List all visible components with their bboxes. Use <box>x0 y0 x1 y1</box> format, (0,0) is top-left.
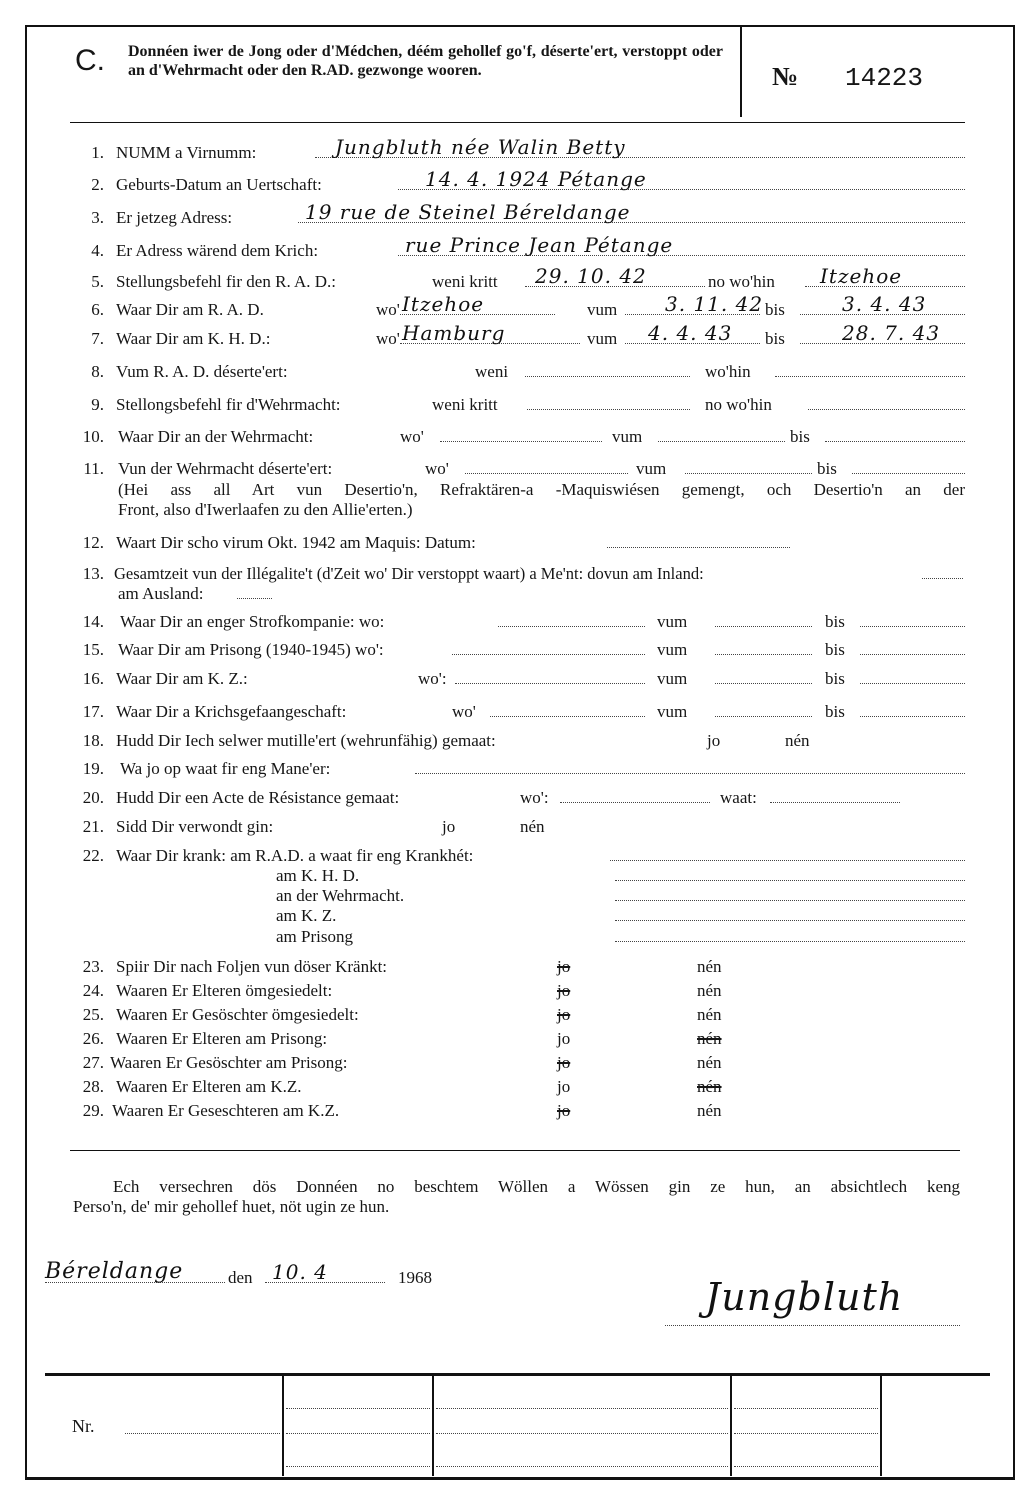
row-4 <box>0 233 1023 262</box>
when-label: weni <box>475 362 509 381</box>
vum-value: 4. 4. 43 <box>648 321 733 345</box>
field-label: Er Adress wärend dem Krich: <box>116 241 319 260</box>
row-14 <box>0 611 1023 633</box>
section-letter: C. <box>75 44 105 77</box>
sub-label: an der Wehrmacht. <box>276 886 405 905</box>
bis-label: bis <box>825 702 845 721</box>
footer-col-divider <box>880 1376 882 1476</box>
declaration-line: Perso'n, de' mir gehollef huet, nöt ugin ze hun. <box>73 1197 390 1216</box>
nr-field[interactable] <box>125 1418 280 1434</box>
vum-field[interactable] <box>685 458 812 474</box>
row-number: 16. <box>82 669 104 688</box>
row-11-note <box>118 480 965 520</box>
field-label: Waar Dir an enger Strofkompanie: wo: <box>120 612 385 631</box>
row-22-sub <box>0 905 1023 927</box>
jo-option[interactable]: jo <box>557 1053 571 1072</box>
row-number: 8. <box>91 362 104 381</box>
row-22-sub <box>0 926 1023 948</box>
field-label: Waar Dir am R. A. D. <box>116 300 264 319</box>
vum-label: vum <box>657 612 688 631</box>
bis-label: bis <box>765 329 785 348</box>
header-divider <box>70 122 965 123</box>
row-5 <box>0 264 1023 293</box>
declaration-line: Ech versechren dös Donnéen no beschtem Wöllen a Wössen gin ze hun, an absichtlech keng <box>113 1177 960 1196</box>
border-top <box>25 25 1015 27</box>
row-21 <box>0 816 1023 838</box>
row-number: 29. <box>82 1101 104 1120</box>
field-label: Waaren Er Gesöschter ömgesiedelt: <box>116 1005 359 1024</box>
waat-label: waat: <box>720 788 757 807</box>
row-number: 26. <box>82 1029 104 1048</box>
jo-option[interactable]: jo <box>557 981 571 1000</box>
jo-option[interactable]: jo <box>557 1029 571 1048</box>
nen-option[interactable]: nén <box>697 1005 722 1024</box>
illness-field[interactable] <box>610 845 965 861</box>
row-number: 28. <box>82 1077 104 1096</box>
footer-cell-field[interactable] <box>286 1418 430 1434</box>
row-number: 11. <box>83 459 104 478</box>
row-12 <box>0 532 1023 554</box>
field-label: Geburts-Datum an Uertschaft: <box>116 175 322 194</box>
where-label: no wo'hin <box>705 395 772 414</box>
field-label: Spiir Dir nach Foljen vun döser Kränkt: <box>116 957 388 976</box>
jo-option[interactable]: jo <box>442 817 456 836</box>
wo-value: Itzehoe <box>402 292 485 316</box>
row-number: 2. <box>91 175 104 194</box>
footer-cell-field[interactable] <box>436 1393 728 1409</box>
footer-rule <box>45 1373 990 1376</box>
wo-label: wo' <box>376 329 400 348</box>
row-28 <box>0 1076 1023 1098</box>
wo-value: Hamburg <box>402 321 506 345</box>
row-22-sub <box>0 865 1023 887</box>
vum-value: 3. 11. 42 <box>665 292 764 316</box>
footer-cell-field[interactable] <box>286 1451 430 1467</box>
wo-label: wo' <box>452 702 476 721</box>
row-number: 7. <box>91 329 104 348</box>
vum-field[interactable] <box>715 611 812 627</box>
illness-field[interactable] <box>615 926 965 942</box>
field-label: Waar Dir a Krichsgefaangeschaft: <box>116 702 347 721</box>
vum-field[interactable] <box>715 701 812 717</box>
row-19 <box>0 758 1023 780</box>
vum-field[interactable] <box>715 639 812 655</box>
footer-col-divider <box>432 1376 434 1476</box>
border-bottom <box>25 1477 1015 1480</box>
nen-option[interactable]: nén <box>697 1053 722 1072</box>
field-label: Hudd Dir een Acte de Résistance gemaat: <box>116 788 400 807</box>
field-label: am Ausland: <box>118 584 204 603</box>
sub-label: am Prisong <box>276 927 353 946</box>
field-label: Waaren Er Elteren ömgesiedelt: <box>116 981 333 1000</box>
row-number: 6. <box>91 300 104 319</box>
nen-option[interactable]: nén <box>520 817 545 836</box>
row-25 <box>0 1004 1023 1026</box>
where-label: wo'hin <box>705 362 751 381</box>
birth-value: 14. 4. 1924 Pétange <box>425 167 647 191</box>
bis-label: bis <box>825 640 845 659</box>
row-number: 23. <box>82 957 104 976</box>
field-label: Waaren Er Elteren am K.Z. <box>116 1077 302 1096</box>
note-line: Front, also d'Iwerlaafen zu den Allie'erten.) <box>118 500 413 519</box>
footer-cell-field[interactable] <box>734 1451 878 1467</box>
row-22-sub <box>0 885 1023 907</box>
wo-field[interactable] <box>455 668 645 684</box>
den-label: den <box>228 1268 253 1287</box>
bis-field[interactable] <box>860 668 965 684</box>
field-label: Waaren Er Geseschteren am K.Z. <box>112 1101 340 1120</box>
field-label: Waar Dir am K. Z.: <box>116 669 248 688</box>
row-16 <box>0 668 1023 690</box>
row-number: 19. <box>82 759 104 778</box>
sub-label: am K. Z. <box>276 906 337 925</box>
field-label: Waar Dir am Prisong (1940-1945) wo': <box>118 640 384 659</box>
when-field[interactable] <box>527 394 690 410</box>
row-22 <box>0 845 1023 867</box>
row-26 <box>0 1028 1023 1050</box>
row-6 <box>0 292 1023 321</box>
field-label: Hudd Dir Iech selwer mutille'ert (wehrunfähig) gemaat: <box>116 731 496 750</box>
row-number: 4. <box>91 241 104 260</box>
where-value: Itzehoe <box>820 264 903 288</box>
vum-label: vum <box>587 300 618 319</box>
declaration <box>73 1177 960 1217</box>
when-label: weni kritt <box>432 272 498 291</box>
signature: Jungbluth <box>705 1275 904 1319</box>
footer-cell-field[interactable] <box>436 1451 728 1467</box>
vum-label: vum <box>612 427 643 446</box>
form-number-symbol: № <box>772 62 799 91</box>
row-9 <box>0 394 1023 416</box>
form-number: 14223 <box>845 63 924 93</box>
row-number: 21. <box>82 817 104 836</box>
bis-label: bis <box>825 669 845 688</box>
wo-field[interactable] <box>560 787 710 803</box>
field-label: Waar Dir krank: am R.A.D. a waat fir eng Krankhét: <box>116 846 474 865</box>
row-2 <box>0 167 1023 196</box>
form-title: Donnéen iwer de Jong oder d'Médchen, déém gehollef go'f, déserte'ert, verstoppt oder an d'Wehrmacht oder den R.AD. gezwonge wooren. <box>128 43 723 79</box>
vum-label: vum <box>657 702 688 721</box>
wo-field[interactable] <box>490 701 645 717</box>
field-label: Gesamtzeit vun der Illégalite't (d'Zeit wo' Dir verstoppt waart) a Me'nt: dovun am Inland: <box>114 564 704 583</box>
nen-option[interactable]: nén <box>697 981 722 1000</box>
row-number: 14. <box>82 612 104 631</box>
declaration-divider <box>70 1150 960 1151</box>
bis-label: bis <box>765 300 785 319</box>
row-number: 3. <box>91 208 104 227</box>
jo-option[interactable]: jo <box>707 731 721 750</box>
footer-col-divider <box>282 1376 284 1476</box>
when-label: weni kritt <box>432 395 498 414</box>
row-number: 1. <box>91 143 104 162</box>
datum-field[interactable] <box>607 532 790 548</box>
field-label: Waaren Er Gesöschter am Prisong: <box>110 1053 348 1072</box>
row-number: 5. <box>91 272 104 291</box>
jo-option[interactable]: jo <box>557 1077 571 1096</box>
bis-label: bis <box>817 459 837 478</box>
row-number: 27. <box>82 1053 104 1072</box>
row-number: 25. <box>82 1005 104 1024</box>
address-value: 19 rue de Steinel Béreldange <box>305 200 631 224</box>
row-number: 13. <box>82 564 104 583</box>
bis-field[interactable] <box>860 701 965 717</box>
nen-option[interactable]: nén <box>697 1101 722 1120</box>
vum-field[interactable] <box>715 668 812 684</box>
bis-label: bis <box>825 612 845 631</box>
row-20 <box>0 787 1023 809</box>
jo-option[interactable]: jo <box>557 1101 571 1120</box>
row-15 <box>0 639 1023 661</box>
where-label: no wo'hin <box>708 272 775 291</box>
row-number: 15. <box>82 640 104 659</box>
row-11 <box>0 458 1023 480</box>
row-number: 17. <box>82 702 104 721</box>
row-3 <box>0 200 1023 229</box>
row-18 <box>0 730 1023 752</box>
field-label: Sidd Dir verwondt gin: <box>116 817 274 836</box>
inland-field[interactable] <box>922 563 963 579</box>
field-label: Vum R. A. D. déserte'ert: <box>116 362 288 381</box>
bis-value: 28. 7. 43 <box>842 321 941 345</box>
wo-label: wo': <box>418 669 447 688</box>
wo-field[interactable] <box>440 426 602 442</box>
where-field[interactable] <box>775 361 965 377</box>
row-number: 10. <box>82 427 104 446</box>
field-label: Waart Dir scho virum Okt. 1942 am Maquis: Datum: <box>116 533 476 552</box>
note-line: (Hei ass all Art vun Desertio'n, Refraktären-a -Maquiswiésen gemengt, och Desertio'n an der <box>118 480 965 499</box>
war-address-value: rue Prince Jean Pétange <box>405 233 674 257</box>
wo-label: wo' <box>376 300 400 319</box>
row-10 <box>0 426 1023 448</box>
nen-option[interactable]: nén <box>785 731 810 750</box>
field-label: Stellongsbefehl fir d'Wehrmacht: <box>116 395 341 414</box>
row-13 <box>0 563 1023 585</box>
bis-field[interactable] <box>825 426 965 442</box>
illness-field[interactable] <box>615 865 965 881</box>
sub-label: am K. H. D. <box>276 866 360 885</box>
field-label: Waaren Er Elteren am Prisong: <box>116 1029 328 1048</box>
place-value: Béreldange <box>45 1259 184 1284</box>
header-divider-vertical <box>740 27 742 117</box>
jo-option[interactable]: jo <box>557 957 571 976</box>
illness-field[interactable] <box>615 885 965 901</box>
row-13-ausland <box>0 583 1023 605</box>
field-label: Stellungsbefehl fir den R. A. D.: <box>116 272 337 291</box>
nr-label: Nr. <box>72 1416 95 1436</box>
name-value: Jungbluth née Walin Betty <box>335 135 626 159</box>
jo-option[interactable]: jo <box>557 1005 571 1024</box>
footer-col-divider <box>730 1376 732 1476</box>
field-label: NUMM a Virnumm: <box>116 143 257 162</box>
vum-label: vum <box>657 640 688 659</box>
nen-option[interactable]: nén <box>697 1029 722 1048</box>
bis-value: 3. 4. 43 <box>842 292 927 316</box>
when-field[interactable] <box>525 361 690 377</box>
manner-field[interactable] <box>415 758 965 774</box>
ausland-field[interactable] <box>237 583 272 599</box>
row-17 <box>0 701 1023 723</box>
waat-field[interactable] <box>770 787 900 803</box>
field-label: Er jetzeg Adress: <box>116 208 233 227</box>
row-number: 18. <box>82 731 104 750</box>
row-number: 24. <box>82 981 104 1000</box>
row-23 <box>0 956 1023 978</box>
footer-cell-field[interactable] <box>734 1393 878 1409</box>
row-number: 9. <box>91 395 104 414</box>
when-value: 29. 10. 42 <box>535 264 647 288</box>
illness-field[interactable] <box>615 905 965 921</box>
field-label: Vun der Wehrmacht déserte'ert: <box>118 459 333 478</box>
row-number: 20. <box>82 788 104 807</box>
vum-label: vum <box>587 329 618 348</box>
bis-field[interactable] <box>860 639 965 655</box>
wo-label: wo': <box>520 788 549 807</box>
vum-label: vum <box>657 669 688 688</box>
field-label: Waar Dir am K. H. D.: <box>116 329 271 348</box>
row-7 <box>0 321 1023 350</box>
field-label: Wa jo op waat fir eng Mane'er: <box>120 759 331 778</box>
row-number: 12. <box>82 533 104 552</box>
where-field[interactable] <box>808 394 965 410</box>
bis-field[interactable] <box>852 458 965 474</box>
year: 1968 <box>398 1268 432 1287</box>
wo-field[interactable] <box>465 458 628 474</box>
vum-label: vum <box>636 459 667 478</box>
bis-field[interactable] <box>860 611 965 627</box>
row-8 <box>0 361 1023 383</box>
footer-cell-field[interactable] <box>286 1393 430 1409</box>
vum-field[interactable] <box>658 426 785 442</box>
nen-option[interactable]: nén <box>697 957 722 976</box>
wo-label: wo' <box>400 427 424 446</box>
row-27 <box>0 1052 1023 1074</box>
row-number: 22. <box>82 846 104 865</box>
footer-cell-field[interactable] <box>734 1418 878 1434</box>
bis-label: bis <box>790 427 810 446</box>
wo-field[interactable] <box>498 611 645 627</box>
wo-label: wo' <box>425 459 449 478</box>
nen-option[interactable]: nén <box>697 1077 722 1096</box>
row-1 <box>0 135 1023 164</box>
row-24 <box>0 980 1023 1002</box>
footer-cell-field[interactable] <box>436 1418 728 1434</box>
wo-field[interactable] <box>452 639 645 655</box>
field-label: Waar Dir an der Wehrmacht: <box>118 427 314 446</box>
date-value: 10. 4 <box>272 1260 328 1284</box>
row-29 <box>0 1100 1023 1122</box>
